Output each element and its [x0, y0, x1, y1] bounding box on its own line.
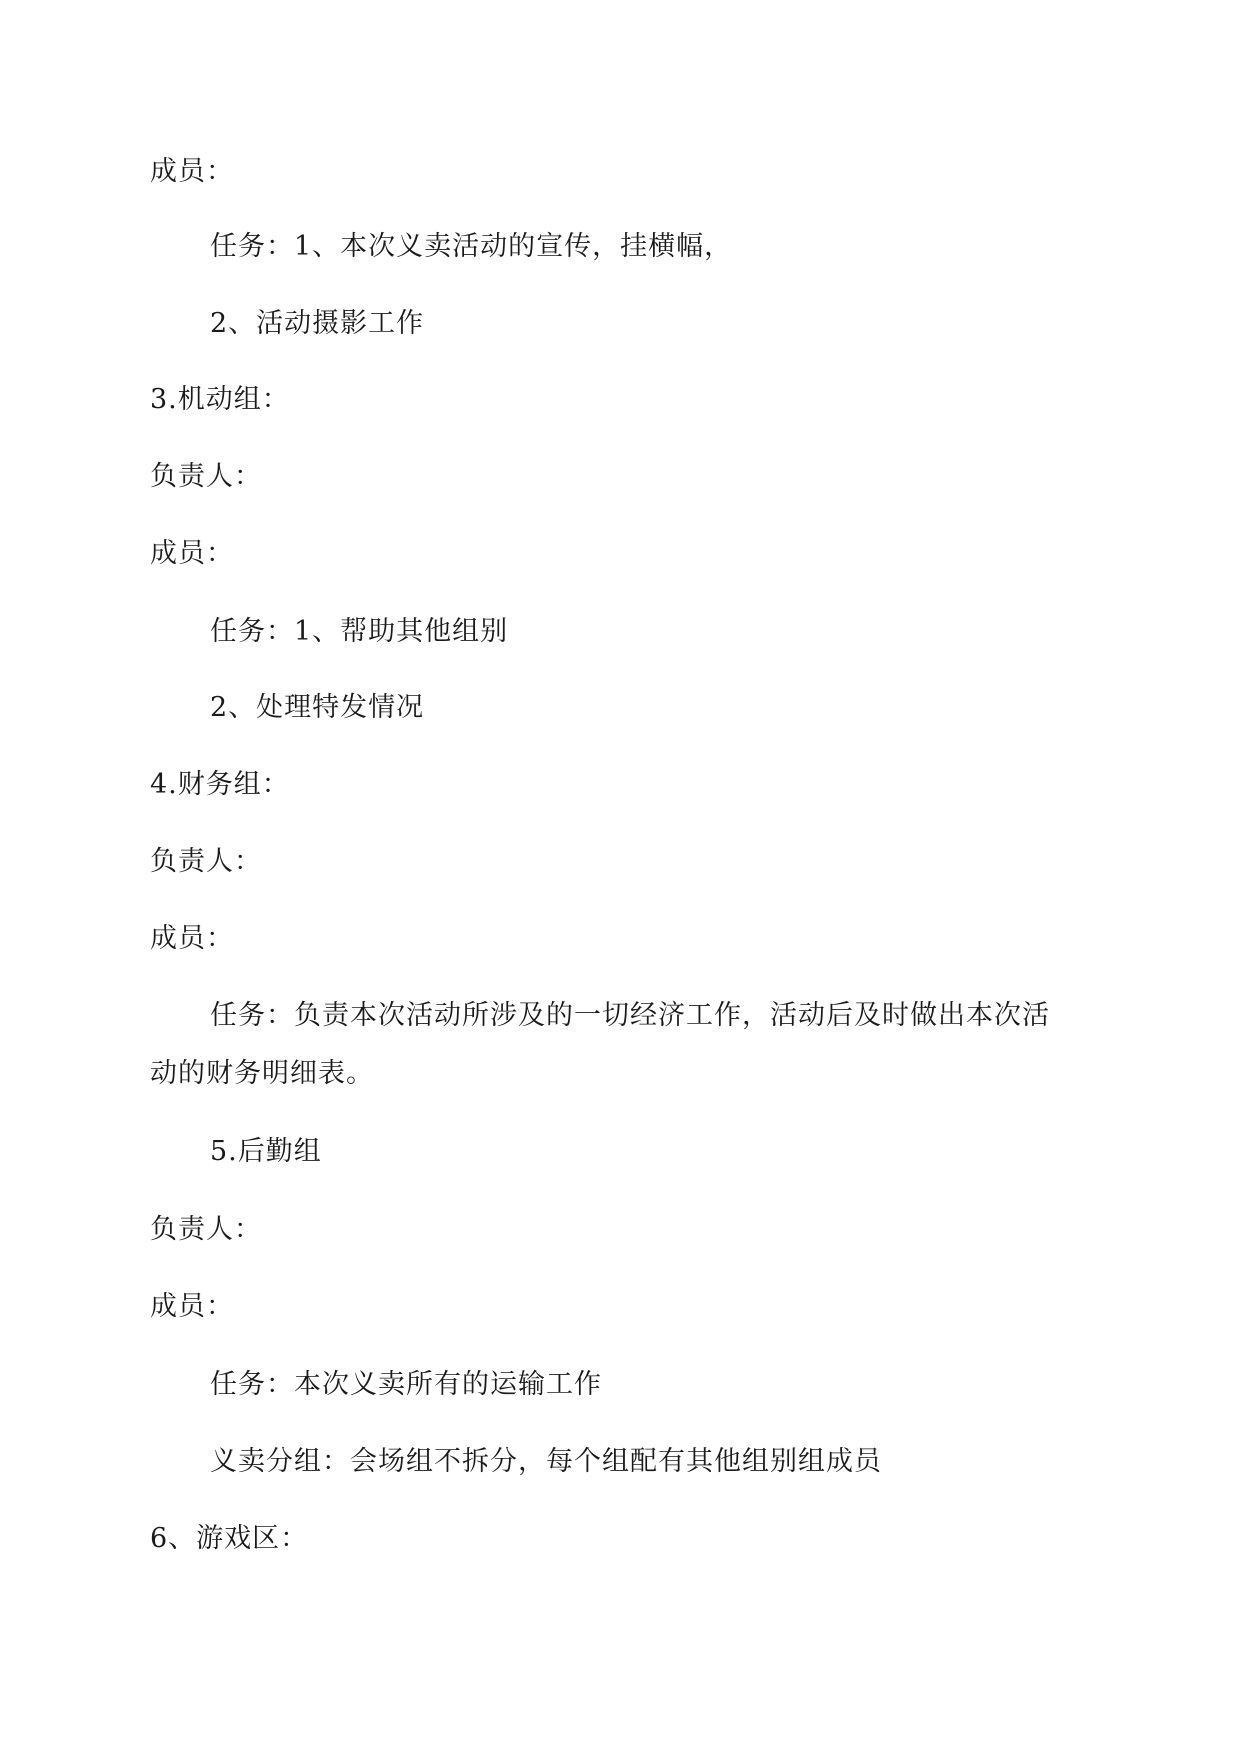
- task-finance-line-1: 任务：负责本次活动所涉及的一切经济工作，活动后及时做出本次活: [210, 1000, 1050, 1031]
- task-logistics: 任务：本次义卖所有的运输工作: [210, 1369, 602, 1400]
- members-label-publicity: 成员：: [150, 156, 234, 187]
- task-mobile-1: 任务：1、帮助其他组别: [210, 616, 509, 647]
- members-label-mobile: 成员：: [150, 538, 234, 569]
- section-heading-mobile-group: 3.机动组：: [150, 384, 290, 415]
- leader-label-mobile: 负责人：: [150, 461, 262, 492]
- task-mobile-2: 2、处理特发情况: [210, 692, 425, 723]
- leader-label-logistics: 负责人：: [150, 1214, 262, 1245]
- task-finance-line-2: 动的财务明细表。: [150, 1058, 374, 1089]
- section-heading-finance-group: 4.财务组：: [150, 769, 290, 800]
- section-heading-game-area: 6、游戏区：: [150, 1523, 309, 1554]
- members-label-logistics: 成员：: [150, 1291, 234, 1322]
- sale-grouping-note: 义卖分组：会场组不拆分，每个组配有其他组别组成员: [210, 1446, 882, 1477]
- leader-label-finance: 负责人：: [150, 846, 262, 877]
- members-label-finance: 成员：: [150, 923, 234, 954]
- section-heading-logistics-group: 5.后勤组: [210, 1136, 322, 1167]
- task-publicity-1: 任务：1、本次义卖活动的宣传，挂横幅，: [210, 231, 733, 262]
- task-publicity-2: 2、活动摄影工作: [210, 308, 425, 339]
